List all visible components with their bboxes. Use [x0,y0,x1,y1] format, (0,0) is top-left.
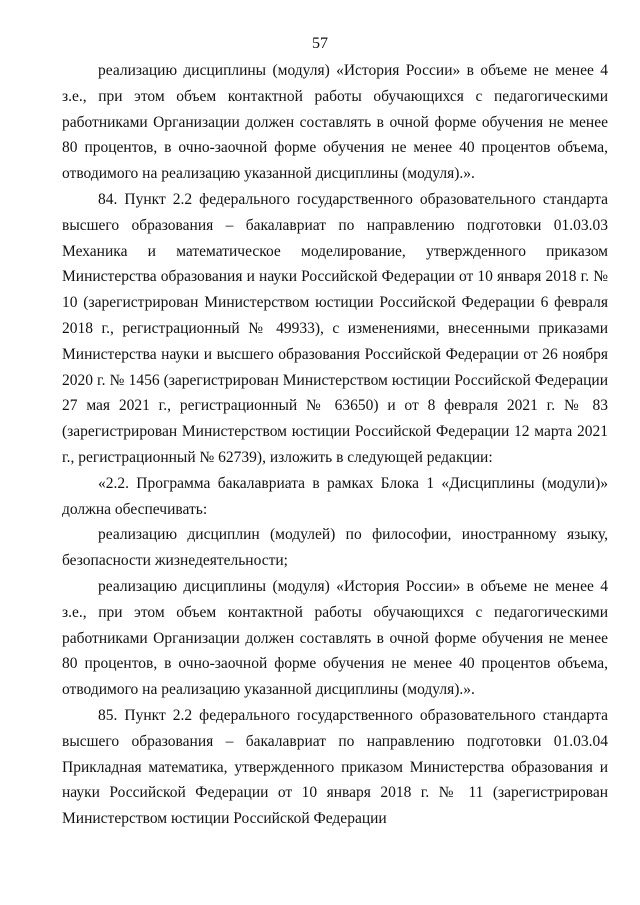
paragraph-item-85: 85. Пункт 2.2 федерального государственного образовательного стандарта высшего образования – бакалавриат по направлению подготовки 01.03.04 Прикладная математика, утвержденного приказом Министерства образования и науки Российской Федерации от 10 января 2018 г. № 11 (зарегистрирован Министерством юстиции Российской Федерации [62,706,608,828]
paragraph-item-84: 84. Пункт 2.2 федерального государственного образовательного стандарта высшего образования – бакалавриат по направлению подготовки 01.03.03 Механика и математическое моделирование, утвержденного приказом Министерства образования и науки Российской Федерации от 10 января 2018 г. № 10 (зарегистрирован Министерством юстиции Российской Федерации 6 февраля 2018 г., регистрационный № 49933), с изменениями, внесенными приказами Министерства науки и высшего образования Российской Федерации от 26 ноября 2020 г. № 1456 (зарегистрирован Министерством юстиции Российской Федерации 27 мая 2021 г., регистрационный № 63650) и от 8 февраля 2021 г. № 83 (зарегистрирован Министерством юстиции Российской Федерации 12 марта 2021 г., регистрационный № 62739), изложить в следующей редакции: [62,190,608,466]
paragraph-history-course: реализацию дисциплины (модуля) «История России» в объеме не менее 4 з.е., при этом объем контактной работы обучающихся с педагогическими работниками Организации должен составлять в очной форме обучения не менее 80 процентов, в очно-заочной форме обучения не менее 40 процентов объема, отводимого на реализацию указанной дисциплины (модуля).». [62,577,608,699]
paragraph-disciplines-list: реализацию дисциплин (модулей) по философии, иностранному языку, безопасности жизнедеятельности; [62,526,608,570]
document-body [62,58,608,832]
page-number: 57 [312,35,328,52]
paragraph-program-requirement: «2.2. Программа бакалавриата в рамках Блока 1 «Дисциплины (модули)» должна обеспечивать: [62,474,608,518]
paragraph-history-course-continuation: реализацию дисциплины (модуля) «История России» в объеме не менее 4 з.е., при этом объем контактной работы обучающихся с педагогическими работниками Организации должен составлять в очной форме обучения не менее 80 процентов, в очно-заочной форме обучения не менее 40 процентов объема, отводимого на реализацию указанной дисциплины (модуля).». [62,62,608,183]
